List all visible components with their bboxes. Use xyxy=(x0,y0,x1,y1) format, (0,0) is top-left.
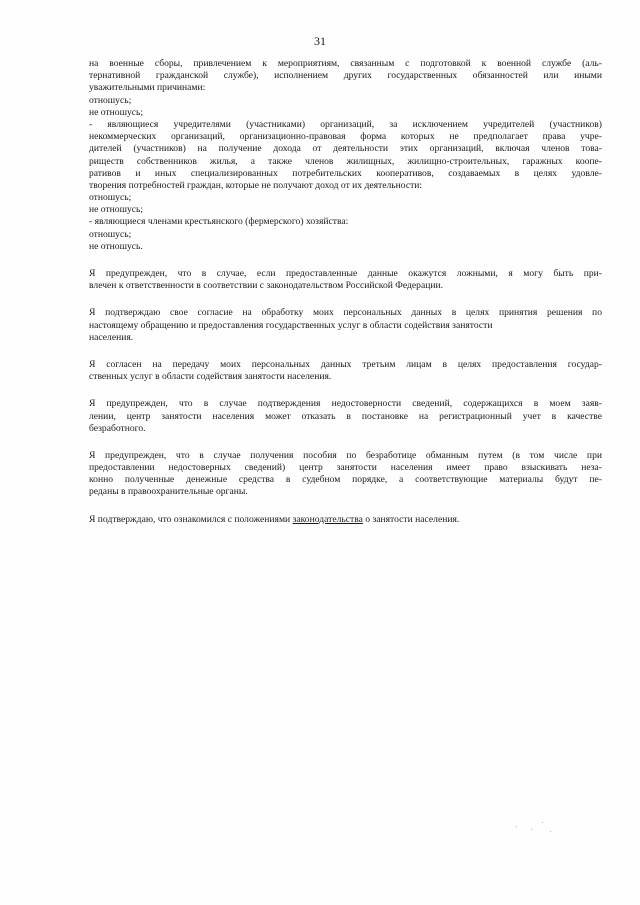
paragraph-spacer xyxy=(89,499,602,514)
text-line: безработного. xyxy=(89,422,146,434)
text-line: реданы в правоохранительные органы. xyxy=(89,486,248,498)
text-line: уважительными причинами: xyxy=(89,82,206,94)
text-line: творения потребностей граждан, которые не получают доход от их деятельности: xyxy=(89,179,423,191)
option-applies: отношусь; xyxy=(89,192,132,204)
text-line: риществ собственников жилья, а также членов жилищных, жилищно-строительных, гаражных коопе- xyxy=(89,155,602,167)
option-not-applies: не отношусь. xyxy=(89,240,143,252)
text-line: населения. xyxy=(89,331,134,343)
third-party-transfer-consent-paragraph xyxy=(89,359,602,383)
employment-status-block xyxy=(89,58,602,253)
paragraph-spacer xyxy=(89,292,602,307)
text-line: конно полученные денежные средства в судебном порядке, а соответствующие материалы будут пе- xyxy=(89,474,602,486)
text-line: дителей (участников) на получение дохода от деятельности этих организаций, включая членов това- xyxy=(89,143,602,155)
benefit-recovery-warning-paragraph xyxy=(89,450,602,499)
text-line: - являющиеся учредителями (участниками) организаций, за исключением учредителей (участников) xyxy=(89,118,602,130)
page-number: 31 xyxy=(314,34,326,48)
text-line: - являющиеся членами крестьянского (фермерского) хозяйства: xyxy=(89,216,349,228)
acknowledgement-text-start: Я подтверждаю, что ознакомился с положениями xyxy=(89,513,293,525)
text-line: Я предупрежден, что в случае получения пособия по безработице обманным путем (в том числе при xyxy=(89,449,602,461)
acknowledgement-text-end: о занятости населения. xyxy=(362,513,460,525)
paragraph-spacer xyxy=(89,253,602,268)
registration-refusal-warning-paragraph xyxy=(89,398,602,435)
paragraph-spacer xyxy=(89,435,602,450)
text-line: Я согласен на передачу моих персональных данных третьим лицам в целях предоставления государ- xyxy=(89,358,602,370)
text-line: Я предупрежден, что в случае подтверждения недостоверности сведений, содержащихся в моем заяв- xyxy=(89,398,602,410)
text-line: настоящему обращению и предоставления государственных услуг в области содействия занятости xyxy=(89,319,493,331)
option-not-applies: не отношусь; xyxy=(89,106,144,118)
option-applies: отношусь; xyxy=(89,228,132,240)
false-data-liability-paragraph xyxy=(89,268,602,292)
text-line xyxy=(89,514,602,526)
option-applies: отношусь; xyxy=(89,94,132,106)
text-line: Я предупрежден, что в случае, если предоставленные данные окажутся ложными, я могу быть при- xyxy=(89,268,602,279)
scan-speck xyxy=(542,822,543,823)
text-line: предоставлении недостоверных сведений) центр занятости населения имеет право взыскивать неза- xyxy=(89,462,602,474)
text-line: на военные сборы, привлечением к мероприятиям, связанным с подготовкой к военной службе (аль- xyxy=(89,58,602,69)
legislation-link[interactable]: законодательства xyxy=(292,513,363,525)
scan-speck xyxy=(516,826,517,827)
option-not-applies: не отношусь; xyxy=(89,204,144,216)
text-line: некоммерческих организаций, организационно-правовая форма которых не предполагает права учре- xyxy=(89,131,602,143)
scan-speck xyxy=(550,831,551,832)
text-line: тернативной гражданской службе), исполнением других государственных обязанностей или иными xyxy=(89,70,602,82)
paragraph-spacer xyxy=(89,344,602,359)
scan-speck xyxy=(531,829,532,830)
paragraph-spacer xyxy=(89,383,602,398)
text-line: ративов и иных специализированных потребительских кооперативов, создаваемых в целях удовле- xyxy=(89,167,602,179)
text-line: лении, центр занятости населения может отказать в постановке на регистрационный учет в качестве xyxy=(89,410,602,422)
page-body xyxy=(89,58,602,526)
text-line: влечен к ответственности в соответствии с законодательством Российской Федерации. xyxy=(89,280,444,292)
data-processing-consent-paragraph xyxy=(89,307,602,344)
legislation-acknowledgement-paragraph xyxy=(89,514,602,526)
text-line: ственных услуг в области содействия занятости населения. xyxy=(89,371,332,383)
text-line: Я подтверждаю свое согласие на обработку моих персональных данных в целях принятия решения по xyxy=(89,307,602,319)
